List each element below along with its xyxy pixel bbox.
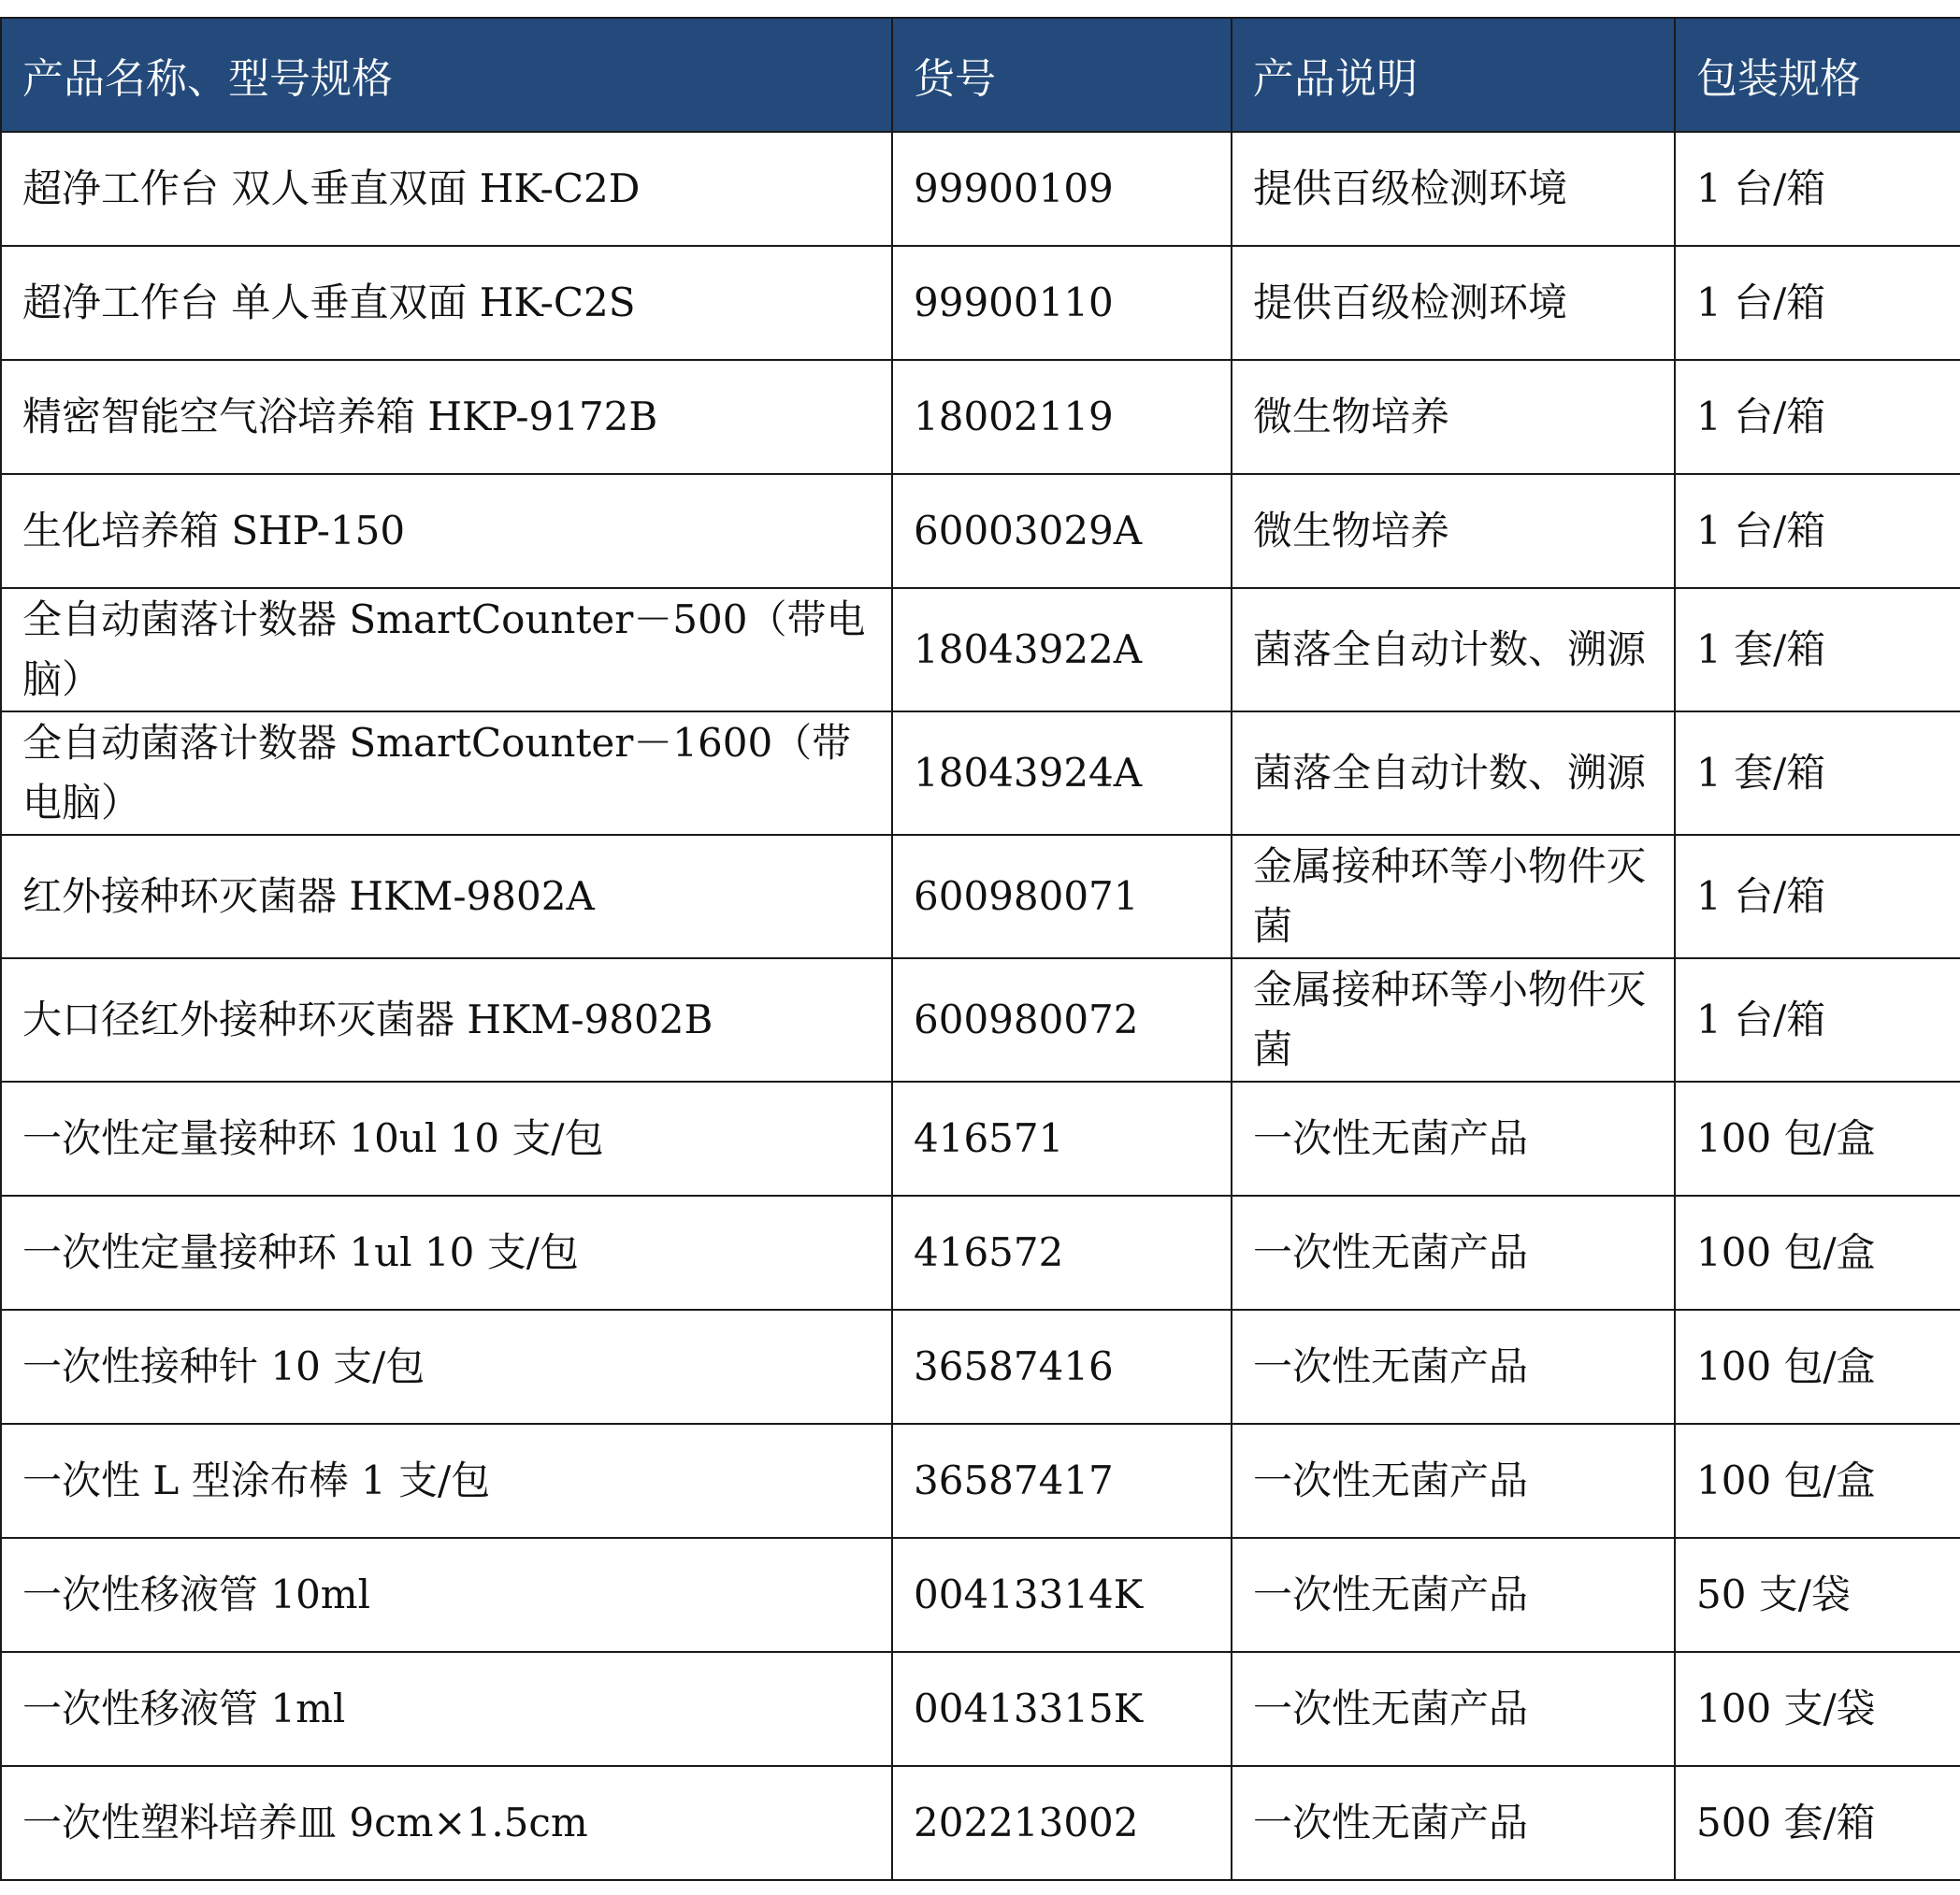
cell-description: 菌落全自动计数、溯源 bbox=[1232, 588, 1675, 711]
cell-item-code: 60003029A bbox=[892, 474, 1232, 588]
cell-item-code: 99900109 bbox=[892, 132, 1232, 246]
cell-item-code: 600980071 bbox=[892, 835, 1232, 958]
cell-packaging: 1 套/箱 bbox=[1675, 588, 1960, 711]
table-row bbox=[1, 360, 1960, 474]
table-row bbox=[1, 1652, 1960, 1766]
cell-description: 微生物培养 bbox=[1232, 474, 1675, 588]
cell-product-name: 一次性 L 型涂布棒 1 支/包 bbox=[1, 1424, 892, 1538]
cell-product-name: 一次性定量接种环 1ul 10 支/包 bbox=[1, 1196, 892, 1310]
cell-item-code: 18002119 bbox=[892, 360, 1232, 474]
cell-item-code: 00413314K bbox=[892, 1538, 1232, 1652]
table-row bbox=[1, 588, 1960, 711]
table-row bbox=[1, 474, 1960, 588]
cell-packaging: 100 支/袋 bbox=[1675, 1652, 1960, 1766]
cell-item-code: 36587416 bbox=[892, 1310, 1232, 1424]
cell-item-code: 00413315K bbox=[892, 1652, 1232, 1766]
cell-product-name: 全自动菌落计数器 SmartCounter－1600（带电脑） bbox=[1, 711, 892, 835]
table-body bbox=[1, 132, 1960, 1880]
cell-description: 金属接种环等小物件灭菌 bbox=[1232, 958, 1675, 1082]
table-row bbox=[1, 1424, 1960, 1538]
header-row bbox=[1, 18, 1960, 132]
cell-item-code: 416572 bbox=[892, 1196, 1232, 1310]
cell-description: 一次性无菌产品 bbox=[1232, 1766, 1675, 1880]
cell-description: 一次性无菌产品 bbox=[1232, 1196, 1675, 1310]
cell-description: 一次性无菌产品 bbox=[1232, 1538, 1675, 1652]
cell-description: 菌落全自动计数、溯源 bbox=[1232, 711, 1675, 835]
cell-product-name: 精密智能空气浴培养箱 HKP-9172B bbox=[1, 360, 892, 474]
header-item-code: 货号 bbox=[892, 18, 1232, 132]
cell-packaging: 1 台/箱 bbox=[1675, 958, 1960, 1082]
header-description: 产品说明 bbox=[1232, 18, 1675, 132]
cell-product-name: 一次性定量接种环 10ul 10 支/包 bbox=[1, 1082, 892, 1196]
table-row bbox=[1, 246, 1960, 360]
table-row bbox=[1, 1310, 1960, 1424]
table-row bbox=[1, 958, 1960, 1082]
cell-product-name: 一次性移液管 1ml bbox=[1, 1652, 892, 1766]
cell-description: 一次性无菌产品 bbox=[1232, 1652, 1675, 1766]
header-product-name: 产品名称、型号规格 bbox=[1, 18, 892, 132]
cell-item-code: 600980072 bbox=[892, 958, 1232, 1082]
cell-packaging: 1 台/箱 bbox=[1675, 246, 1960, 360]
cell-product-name: 超净工作台 双人垂直双面 HK-C2D bbox=[1, 132, 892, 246]
cell-packaging: 1 套/箱 bbox=[1675, 711, 1960, 835]
cell-product-name: 超净工作台 单人垂直双面 HK-C2S bbox=[1, 246, 892, 360]
cell-description: 微生物培养 bbox=[1232, 360, 1675, 474]
table-row bbox=[1, 1196, 1960, 1310]
cell-product-name: 全自动菌落计数器 SmartCounter－500（带电脑） bbox=[1, 588, 892, 711]
cell-description: 提供百级检测环境 bbox=[1232, 246, 1675, 360]
cell-item-code: 18043924A bbox=[892, 711, 1232, 835]
table-row bbox=[1, 132, 1960, 246]
table-row bbox=[1, 1538, 1960, 1652]
product-table bbox=[0, 17, 1960, 1881]
cell-description: 一次性无菌产品 bbox=[1232, 1082, 1675, 1196]
cell-description: 提供百级检测环境 bbox=[1232, 132, 1675, 246]
cell-packaging: 50 支/袋 bbox=[1675, 1538, 1960, 1652]
header-packaging: 包装规格 bbox=[1675, 18, 1960, 132]
cell-packaging: 1 台/箱 bbox=[1675, 474, 1960, 588]
cell-product-name: 一次性塑料培养皿 9cm×1.5cm bbox=[1, 1766, 892, 1880]
cell-product-name: 一次性接种针 10 支/包 bbox=[1, 1310, 892, 1424]
table-row bbox=[1, 1082, 1960, 1196]
cell-item-code: 36587417 bbox=[892, 1424, 1232, 1538]
cell-packaging: 500 套/箱 bbox=[1675, 1766, 1960, 1880]
cell-product-name: 红外接种环灭菌器 HKM-9802A bbox=[1, 835, 892, 958]
cell-packaging: 100 包/盒 bbox=[1675, 1196, 1960, 1310]
cell-packaging: 1 台/箱 bbox=[1675, 835, 1960, 958]
cell-item-code: 202213002 bbox=[892, 1766, 1232, 1880]
cell-description: 一次性无菌产品 bbox=[1232, 1310, 1675, 1424]
cell-description: 金属接种环等小物件灭菌 bbox=[1232, 835, 1675, 958]
cell-product-name: 大口径红外接种环灭菌器 HKM-9802B bbox=[1, 958, 892, 1082]
cell-packaging: 100 包/盒 bbox=[1675, 1310, 1960, 1424]
cell-packaging: 1 台/箱 bbox=[1675, 132, 1960, 246]
table-row bbox=[1, 711, 1960, 835]
cell-item-code: 416571 bbox=[892, 1082, 1232, 1196]
cell-item-code: 18043922A bbox=[892, 588, 1232, 711]
table-row bbox=[1, 1766, 1960, 1880]
table-header bbox=[1, 18, 1960, 132]
cell-product-name: 生化培养箱 SHP-150 bbox=[1, 474, 892, 588]
cell-packaging: 100 包/盒 bbox=[1675, 1424, 1960, 1538]
cell-packaging: 100 包/盒 bbox=[1675, 1082, 1960, 1196]
cell-description: 一次性无菌产品 bbox=[1232, 1424, 1675, 1538]
table-row bbox=[1, 835, 1960, 958]
cell-packaging: 1 台/箱 bbox=[1675, 360, 1960, 474]
cell-product-name: 一次性移液管 10ml bbox=[1, 1538, 892, 1652]
cell-item-code: 99900110 bbox=[892, 246, 1232, 360]
